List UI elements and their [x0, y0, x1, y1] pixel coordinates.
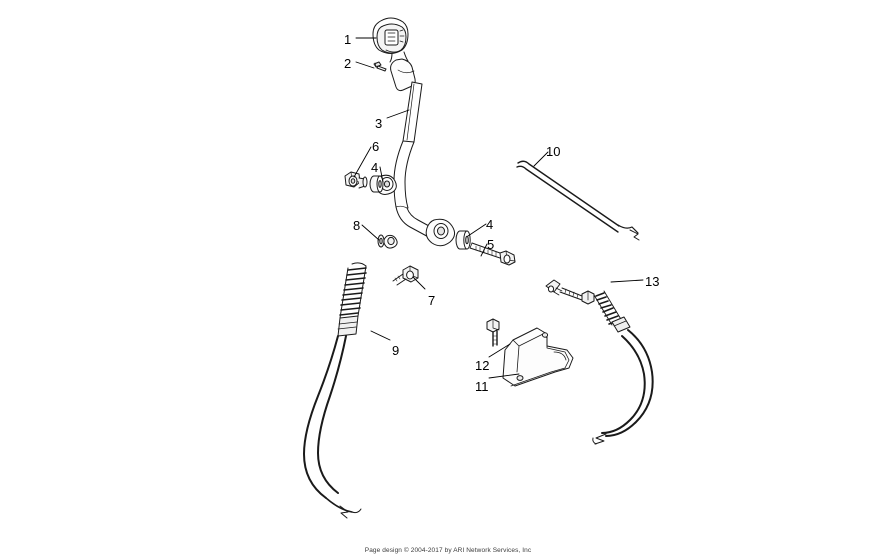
part-shift-knob [373, 18, 408, 62]
callout-8: 8 [353, 218, 361, 233]
callout-11: 11 [475, 379, 489, 394]
part-rod-10 [517, 161, 639, 240]
callout-9: 9 [392, 343, 400, 358]
leader-8 [362, 225, 379, 240]
leader-4b [468, 224, 486, 236]
part-bolt-7 [393, 266, 418, 285]
callout-4b: 4 [486, 217, 494, 232]
part-bracket-11 [503, 328, 573, 386]
callout-3: 3 [375, 116, 383, 131]
part-shift-lever [376, 59, 455, 248]
part-bushing-4-right [456, 231, 470, 249]
callout-12: 12 [475, 358, 490, 373]
leader-3 [387, 110, 409, 118]
callout-10: 10 [546, 144, 561, 159]
callout-5: 5 [487, 237, 495, 252]
part-shift-cable-9 [304, 263, 366, 518]
leader-9 [371, 331, 390, 340]
footer-credit: Page design © 2004-2017 by ARI Network Services, Inc [364, 547, 532, 554]
part-bolt-12 [487, 319, 499, 346]
leader-2 [356, 62, 374, 68]
leader-6 [354, 147, 371, 177]
leader-13 [611, 280, 643, 282]
callout-1: 1 [344, 32, 352, 47]
callout-7: 7 [428, 293, 436, 308]
part-washer-8 [378, 235, 384, 247]
leader-7 [413, 277, 425, 289]
part-knob-screw [374, 62, 386, 71]
part-bushing-4-left [370, 176, 383, 192]
callout-13: 13 [645, 274, 660, 289]
callout-2: 2 [344, 56, 352, 71]
callout-4a: 4 [371, 160, 379, 175]
callout-6: 6 [372, 139, 380, 154]
part-nut-6 [345, 172, 367, 188]
